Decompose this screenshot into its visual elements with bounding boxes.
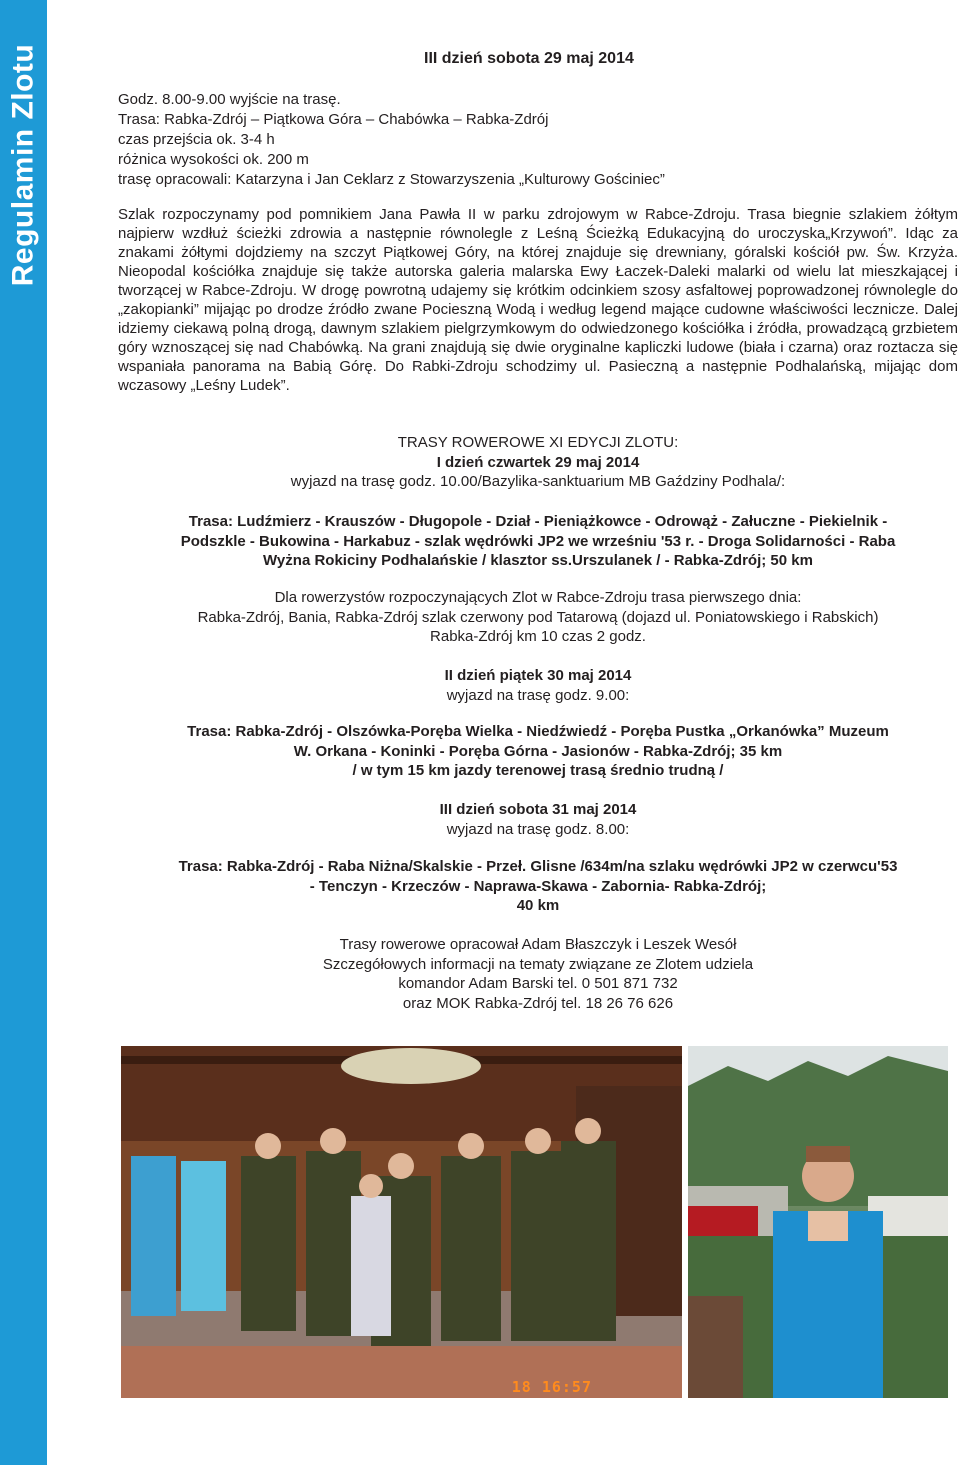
- sidebar-band: [0, 0, 47, 1465]
- route-line: 40 km: [516, 897, 560, 914]
- walk-day-heading: III dzień sobota 29 maj 2014: [424, 50, 634, 67]
- route-line: Wyżna Rokiciny Podhalańskie / klasztor ss.Urszulanek / - Rabka-Zdrój; 50 km: [263, 552, 813, 569]
- group-photo: [121, 1046, 682, 1398]
- bike-day2-departure: wyjazd na trasę godz. 9.00:: [446, 686, 630, 704]
- bike-day1-route: [118, 512, 958, 571]
- note-line: Rabka-Zdrój, Bania, Rabka-Zdrój szlak czerwony pod Tatarową (dojazd ul. Poniatowskiego i Rabskich): [197, 608, 879, 626]
- credit-line: komandor Adam Barski tel. 0 501 871 732: [398, 975, 678, 992]
- route-line: Podszkle - Bukowina - Harkabuz - szlak wędrówki JP2 we wrześniu '53 r. - Droga Solidarności - Raba: [180, 532, 896, 550]
- bike-day3-route: [118, 857, 958, 916]
- bike-day2-title: II dzień piątek 30 maj 2014: [444, 667, 632, 684]
- group-photo-illustration: [121, 1046, 682, 1398]
- bike-heading: TRASY ROWEROWE XI EDYCJI ZLOTU:: [397, 434, 679, 451]
- route-line: Trasa: Rabka-Zdrój - Raba Niżna/Skalskie - Przeł. Glisne /634m/na szlaku wędrówki JP2 w czerwcu'53: [178, 858, 898, 875]
- route-line: Trasa: Ludźmierz - Krauszów - Długopole - Dział - Pieniążkowce - Odrowąż - Załuczne - Piekielnik -: [188, 513, 888, 530]
- hiker-photo-illustration: [688, 1046, 948, 1398]
- hiker-photo: [688, 1046, 948, 1398]
- note-line: Rabka-Zdrój km 10 czas 2 godz.: [430, 628, 646, 645]
- walk-time: Godz. 8.00-9.00 wyjście na trasę.: [118, 91, 341, 108]
- route-line: W. Orkana - Koninki - Poręba Górna - Jasionów - Rabka-Zdrój; 35 km: [293, 742, 783, 760]
- bike-credits: [118, 935, 958, 1013]
- sidebar-title: Regulamin Zlotu: [6, 43, 40, 287]
- walk-info: [118, 90, 665, 190]
- bike-day1-title: I dzień czwartek 29 maj 2014: [436, 453, 640, 471]
- credit-line: Szczegółowych informacji na tematy związane ze Zlotem udziela: [322, 955, 754, 973]
- bike-day1-departure: wyjazd na trasę godz. 10.00/Bazylika-sanktuarium MB Gaździny Podhala/:: [290, 473, 786, 490]
- credit-line: Trasy rowerowe opracował Adam Błaszczyk i Leszek Wesół: [339, 936, 737, 953]
- note-line: Dla rowerzystów rozpoczynających Zlot w Rabce-Zdroju trasa pierwszego dnia:: [274, 589, 802, 606]
- route-line: / w tym 15 km jazdy terenowej trasą średnio trudną /: [352, 762, 724, 779]
- credit-line: oraz MOK Rabka-Zdrój tel. 18 26 76 626: [402, 994, 674, 1012]
- bike-day3-block: [118, 800, 958, 839]
- sidebar-title-wrap: [0, 0, 47, 330]
- route-line: Trasa: Rabka-Zdrój - Olszówka-Poręba Wielka - Niedźwiedź - Poręba Pustka „Orkanówka” Muzeum: [187, 723, 889, 740]
- photo-timestamp: 18 16:57: [511, 1378, 592, 1396]
- bike-day1-block: [118, 433, 958, 492]
- route-line: - Tenczyn - Krzeczów - Naprawa-Skawa - Zabornia- Rabka-Zdrój;: [309, 877, 767, 895]
- bike-day1-note: [118, 588, 958, 647]
- walk-route: Trasa: Rabka-Zdrój – Piątkowa Góra – Chabówka – Rabka-Zdrój: [118, 111, 549, 128]
- bike-day3-departure: wyjazd na trasę godz. 8.00:: [446, 820, 630, 838]
- bike-day2-route: [118, 722, 958, 781]
- bike-day3-title: III dzień sobota 31 maj 2014: [439, 801, 637, 818]
- walk-description: Szlak rozpoczynamy pod pomnikiem Jana Pawła II w parku zdrojowym w Rabce-Zdroju. Trasa biegnie szlakiem żółtym najpierw wzdłuż ścieżki zdrowia a następnie równolegle z Leśną Ścieżką Edukacyjną do uroczyska„Krzywoń”. Idąc za znakami żółtymi dojdziemy na szczyt Piątkowej Góry, na której znajduje się drewniany, góralski kościół pw. Św. Krzyża. Nieopodal kościółka znajduje się także autorska galeria malarska Ewy Łaczek-Daleki malarki od wielu lat mieszkającej i tworzącej w Rabce-Zdroju. W drogę powrotną udajemy się krótkim odcinkiem szosy asfaltowej poprowadzonej równolegle do „zakopianki” mijając po drodze źródło zwane Pocieszną Wodą i według legend mające cudowne właściwości lecznicze. Dalej idziemy ciekawą polną drogą, dawnym szlakiem pielgrzymkowym do odwiedzonego kościółka i źródła, prowadzącą grzbietem góry wznoszącej się nad Chabówką. Na grani znajdują się dwie oryginalne kapliczki ludowe (biała i czarna) oraz roztacza się wspaniała panorama na Babią Górę. Do Rabki-Zdroju schodzimy ul. Pasieczną a następnie Podhalańską, mijając dom wczasowy „Leśny Ludek”.: [118, 206, 958, 394]
- walk-authors: trasę opracowali: Katarzyna i Jan Ceklarz z Stowarzyszenia „Kulturowy Gościniec”: [118, 171, 665, 188]
- walk-duration: czas przejścia ok. 3-4 h: [118, 131, 275, 148]
- bike-day2-block: [118, 666, 958, 705]
- walk-elevation: różnica wysokości ok. 200 m: [118, 151, 309, 168]
